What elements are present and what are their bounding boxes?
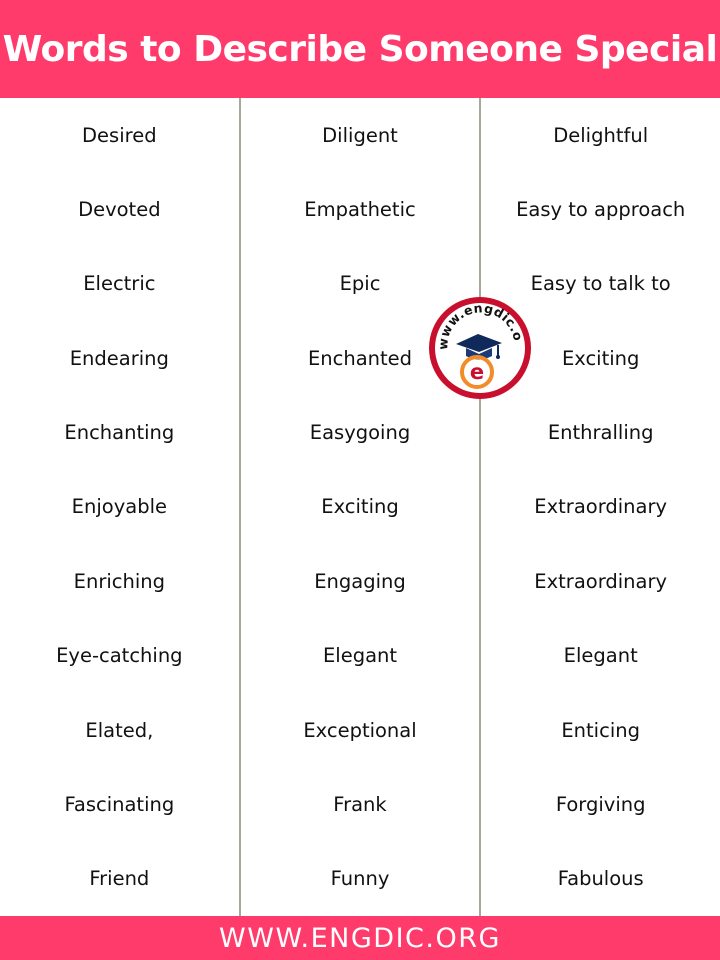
- engdic-logo: [426, 294, 534, 402]
- word-item: Epic: [339, 272, 381, 296]
- word-item: Frank: [333, 792, 387, 816]
- word-item: Easygoing: [309, 421, 411, 445]
- word-item: Exciting: [561, 346, 640, 370]
- logo-url-text: www.engdic.o: [435, 300, 527, 351]
- word-item: Enriching: [73, 569, 166, 593]
- word-item: Desired: [82, 123, 157, 147]
- word-item: Fascinating: [64, 792, 175, 816]
- word-item: Elated,: [85, 718, 154, 742]
- word-item: Delightful: [553, 123, 649, 147]
- word-item: Elegant: [563, 644, 638, 668]
- page-title: Words to Describe Someone Special: [2, 28, 718, 70]
- word-item: Exceptional: [303, 718, 417, 742]
- word-item: Diligent: [322, 123, 398, 147]
- word-item: Enjoyable: [71, 495, 167, 519]
- word-item: Enchanted: [307, 346, 413, 370]
- word-item: Devoted: [78, 198, 161, 222]
- word-item: Forgiving: [555, 792, 646, 816]
- word-item: Eye-catching: [56, 644, 183, 668]
- word-item: Exciting: [321, 495, 399, 519]
- word-item: Funny: [330, 867, 390, 891]
- word-item: Easy to approach: [516, 198, 686, 222]
- word-item: Extraordinary: [534, 569, 668, 593]
- word-item: Easy to talk to: [530, 272, 671, 296]
- word-item: Elegant: [322, 644, 398, 668]
- word-item: Enticing: [561, 718, 640, 742]
- word-item: Endearing: [69, 346, 169, 370]
- word-item: Fabulous: [557, 867, 644, 891]
- word-item: Enthralling: [547, 421, 654, 445]
- footer-banner: [0, 916, 720, 960]
- header-banner: [0, 0, 720, 98]
- logo-letter: e: [469, 360, 485, 384]
- word-grid: [0, 98, 720, 916]
- word-column-3: [479, 98, 720, 916]
- word-item: Enchanting: [64, 421, 175, 445]
- word-item: Empathetic: [304, 198, 416, 222]
- footer-url: WWW.ENGDIC.ORG: [219, 922, 501, 954]
- word-item: Friend: [89, 867, 150, 891]
- word-column-1: [0, 98, 239, 916]
- logo-badge-icon: [426, 294, 534, 402]
- word-column-2: [239, 98, 480, 916]
- word-item: Electric: [83, 272, 156, 296]
- word-item: Extraordinary: [534, 495, 668, 519]
- word-item: Engaging: [314, 569, 406, 593]
